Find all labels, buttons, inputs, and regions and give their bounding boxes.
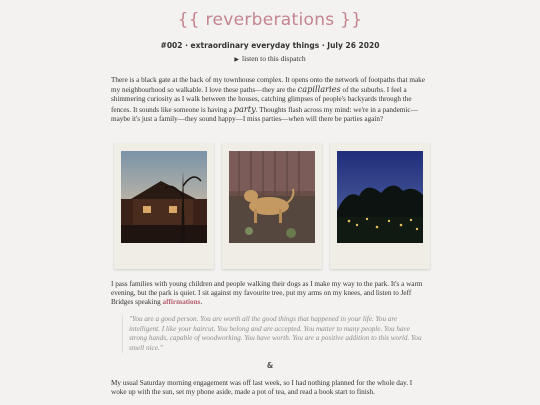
paragraph-intro-text-a: There is a black gate at the back of my townhouse complex. It opens onto the network of footpaths that make my neighbourhood so walkable. I love these paths—they are the	[111, 76, 425, 95]
dog-in-yard-photo[interactable]	[229, 151, 315, 243]
polaroid-3[interactable]	[330, 143, 430, 269]
newsletter-title: {{ reverberations }}	[177, 10, 363, 30]
polaroid-2[interactable]	[222, 143, 322, 269]
handwritten-capillaries: capillaries	[297, 84, 341, 95]
handwritten-party: party	[233, 103, 256, 114]
section-separator: &	[266, 361, 274, 370]
issue-meta: #002 · extraordinary everyday things · July 26 2020	[160, 41, 380, 50]
listen-link[interactable]	[0, 54, 540, 63]
listen-label[interactable]: listen to this dispatch	[242, 54, 306, 63]
paragraph-intro-text-c: . Thoughts flash across my mind: we're in a pandemic—maybe it's just a family—they sound happy—I miss parties—when will there be parties again?	[111, 105, 418, 123]
photo-gallery	[111, 143, 429, 269]
paragraph-intro-text-b: of the suburbs. I feel a shimmering curiosity as I walk between the houses, catching glimpses of people's backyards through the fences. It sounds like someone is having a	[111, 86, 412, 114]
paragraph-park-text-b: .	[200, 298, 203, 307]
paragraph-park	[111, 280, 429, 308]
play-icon[interactable]: ▶	[234, 57, 240, 63]
sunset-house-photo[interactable]	[121, 151, 207, 243]
paragraph-intro	[111, 76, 429, 124]
garden-dusk-photo[interactable]	[337, 151, 423, 243]
paragraph-saturday: My usual Saturday morning engagement was off last week, so I had nothing planned for the whole day. I woke up with the sun, set my phone aside, made a pot of tea, and read a book start to finish.	[111, 379, 413, 397]
polaroid-1[interactable]	[114, 143, 214, 269]
affirmations-link[interactable]: affirmations	[162, 298, 201, 307]
paragraph-park-text-a: I pass families with young children and people walking their dogs as I make my way to the park. It's a warm evening, but the park is quiet. I sit against my favourite tree, put my arms on my knees, and listen to Jeff Bridges speaking	[111, 280, 423, 307]
affirmations-quote: "You are a good person. You are worth all the good things that happened in your life. You are intelligent. I like your haircut. You belong and are accepted. You matter to many people. You have strong hands, capable of woodworking. You have worth. You are a positive addition to this world. You smell nice."	[122, 315, 429, 353]
